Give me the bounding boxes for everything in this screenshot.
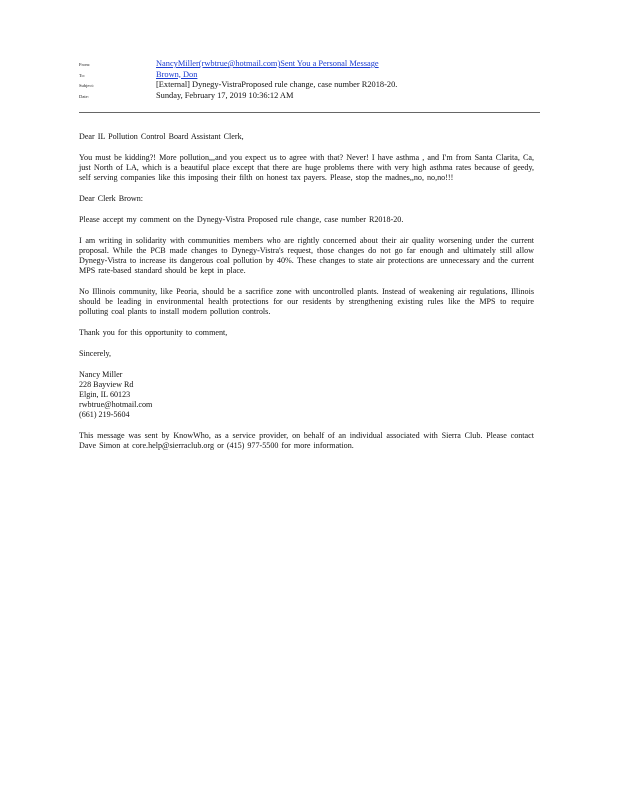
from-label: From:: [79, 62, 91, 67]
to-label: To:: [79, 72, 86, 78]
date-row: [79, 91, 540, 102]
subject-label: Subject:: [79, 83, 95, 88]
closing-line: Sincerely,: [79, 349, 112, 358]
subject-row: [79, 80, 540, 91]
signature-block: [79, 370, 534, 420]
thanks-line: Thank you for this opportunity to comment,: [79, 328, 228, 337]
subject-value: [External] Dynegy-VistraProposed rule change, case number R2018-20.: [156, 80, 398, 89]
greeting-assistant-clerk: Dear IL Pollution Control Board Assistant Clerk,: [79, 132, 244, 141]
signature-name: Nancy Miller: [79, 370, 123, 379]
date-value: Sunday, February 17, 2019 10:36:12 AM: [156, 90, 294, 100]
date-label: Date:: [79, 93, 89, 99]
signature-email: rwbtrue@hotmail.com: [79, 400, 153, 409]
illinois-paragraph: No Illinois community, like Peoria, should be a sacrifice zone with uncontrolled plants. Instead of weakening air regulations, Illinois should be leading in environmental health protections for our residents by strengthening existing rules like the MPS to require polluting coal plants to install modern pollution controls.: [79, 287, 534, 316]
signature-city: Elgin, IL 60123: [79, 390, 131, 399]
greeting-clerk-brown: Dear Clerk Brown:: [79, 194, 144, 203]
solidarity-paragraph: I am writing in solidarity with communities members who are rightly concerned about their air quality worsening under the current proposal. While the PCB made changes to Dynegy-Vistra's request, those changes do not go far enough and ultimately still allow Dynegy-Vistra to increase its dangerous coal pollution by 40%. These changes to state air protections are unnecessary and the current MPS rate-based standard should be kept in place.: [79, 236, 534, 275]
footer-notice: This message was sent by KnowWho, as a service provider, on behalf of an individual associated with Sierra Club. Please contact Dave Simon at core.help@sierraclub.org or (415) 977-5500 for more information.: [79, 431, 534, 450]
signature-phone: (661) 219-5604: [79, 410, 130, 419]
personal-comment: You must be kidding?! More pollution,,,and you expect us to agree with that? Never! I have asthma , and I'm from Santa Clarita, Ca, just North of LA, which is a beautiful place except that there are huge problems there with very high asthma rates because of geedy, self serving companies like this imposing their filth on honest tax payers. Please, stop the madnes,,no, no,no!!!: [79, 153, 534, 182]
signature-street: 228 Bayview Rd: [79, 380, 134, 389]
from-row: [79, 59, 540, 70]
comment-intro: Please accept my comment on the Dynegy-Vistra Proposed rule change, case number R2018-20.: [79, 215, 404, 224]
from-link[interactable]: NancyMiller(rwbtrue@hotmail.com)Sent You a Personal Message: [156, 59, 379, 68]
email-header: [79, 59, 540, 101]
to-link[interactable]: Brown, Don: [156, 69, 198, 79]
email-body: [79, 132, 534, 462]
to-row: [79, 70, 540, 81]
header-divider: [79, 112, 540, 113]
